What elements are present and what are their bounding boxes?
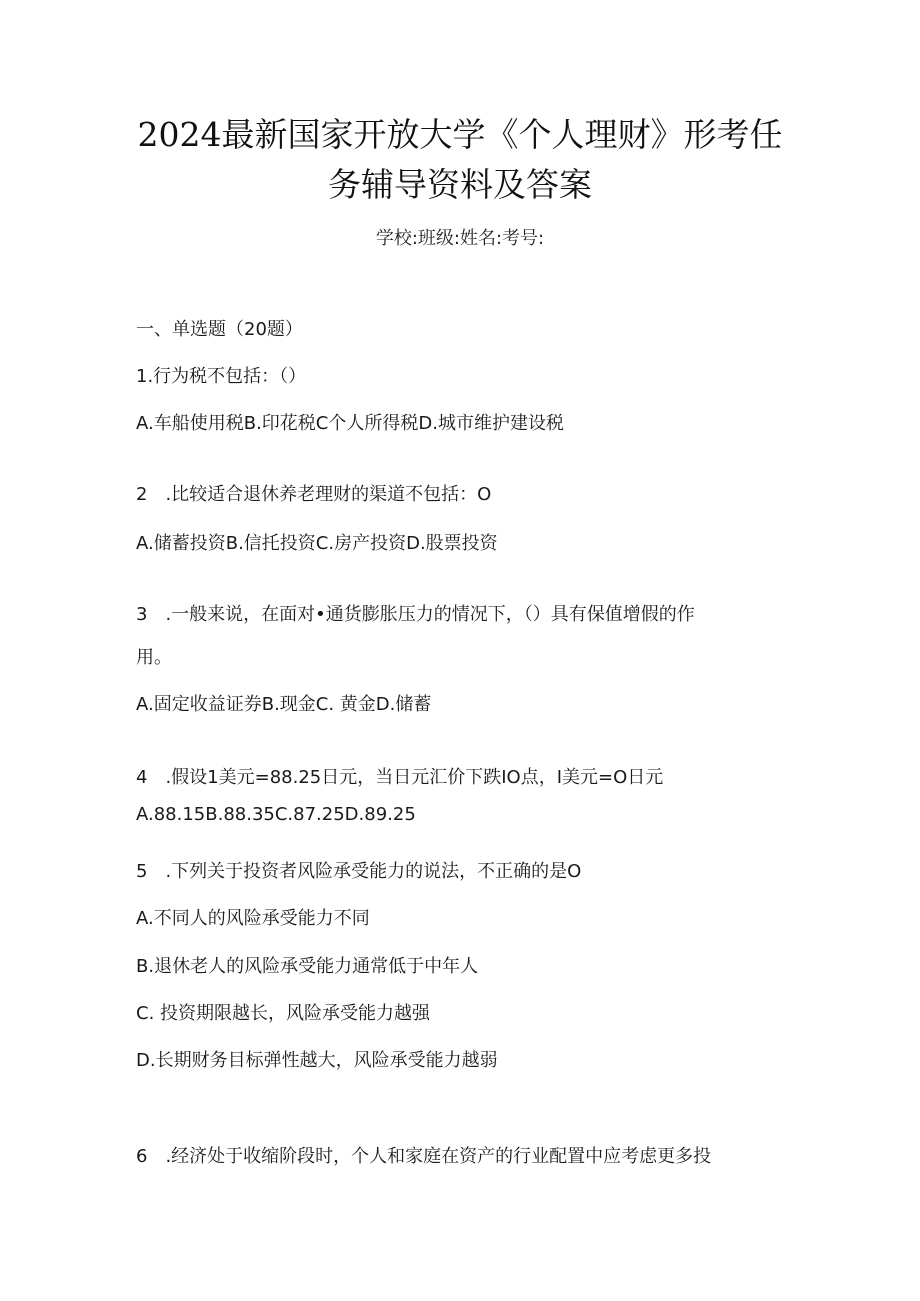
- section-heading: 一、单选题（20题）: [136, 319, 303, 340]
- question-3-options: A.固定收益证券B.现金C. 黄金D.储蓄: [136, 694, 432, 715]
- question-5-option-b: B.退休老人的风险承受能力通常低于中年人: [136, 956, 479, 977]
- question-3-stem-line-2: 用。: [136, 647, 172, 668]
- question-5-stem: 5 .下列关于投资者风险承受能力的说法，不正确的是O: [136, 861, 582, 882]
- question-1-options: A.车船使用税B.印花税C个人所得税D.城市维护建设税: [136, 413, 564, 434]
- question-5-option-c: C. 投资期限越长，风险承受能力越强: [136, 1003, 431, 1024]
- question-3-stem-line-1: 3 .一般来说，在面对•通货膨胀压力的情况下，（）具有保值增假的作: [136, 604, 695, 625]
- document-title-line-2: 务辅导资料及答案: [328, 165, 592, 204]
- question-1-stem: 1.行为税不包括：（）: [136, 366, 307, 387]
- question-5-option-a: A.不同人的风险承受能力不同: [136, 908, 370, 929]
- question-4-stem: 4 .假设1美元=88.25日元，当日元汇价下跌IO点，I美元=O日元: [136, 767, 664, 788]
- student-info-line: 学校:班级:姓名:考号:: [375, 228, 545, 249]
- question-4-options: A.88.15B.88.35C.87.25D.89.25: [136, 804, 416, 825]
- question-2-stem: 2 .比较适合退休养老理财的渠道不包括：O: [136, 484, 492, 505]
- question-2-options: A.储蓄投资B.信托投资C.房产投资D.股票投资: [136, 533, 498, 554]
- question-6-stem: 6 .经济处于收缩阶段时，个人和家庭在资产的行业配置中应考虑更多投: [136, 1146, 712, 1167]
- document-title-line-1: 2024最新国家开放大学《个人理财》形考任: [137, 115, 783, 154]
- question-5-option-d: D.长期财务目标弹性越大，风险承受能力越弱: [136, 1050, 498, 1071]
